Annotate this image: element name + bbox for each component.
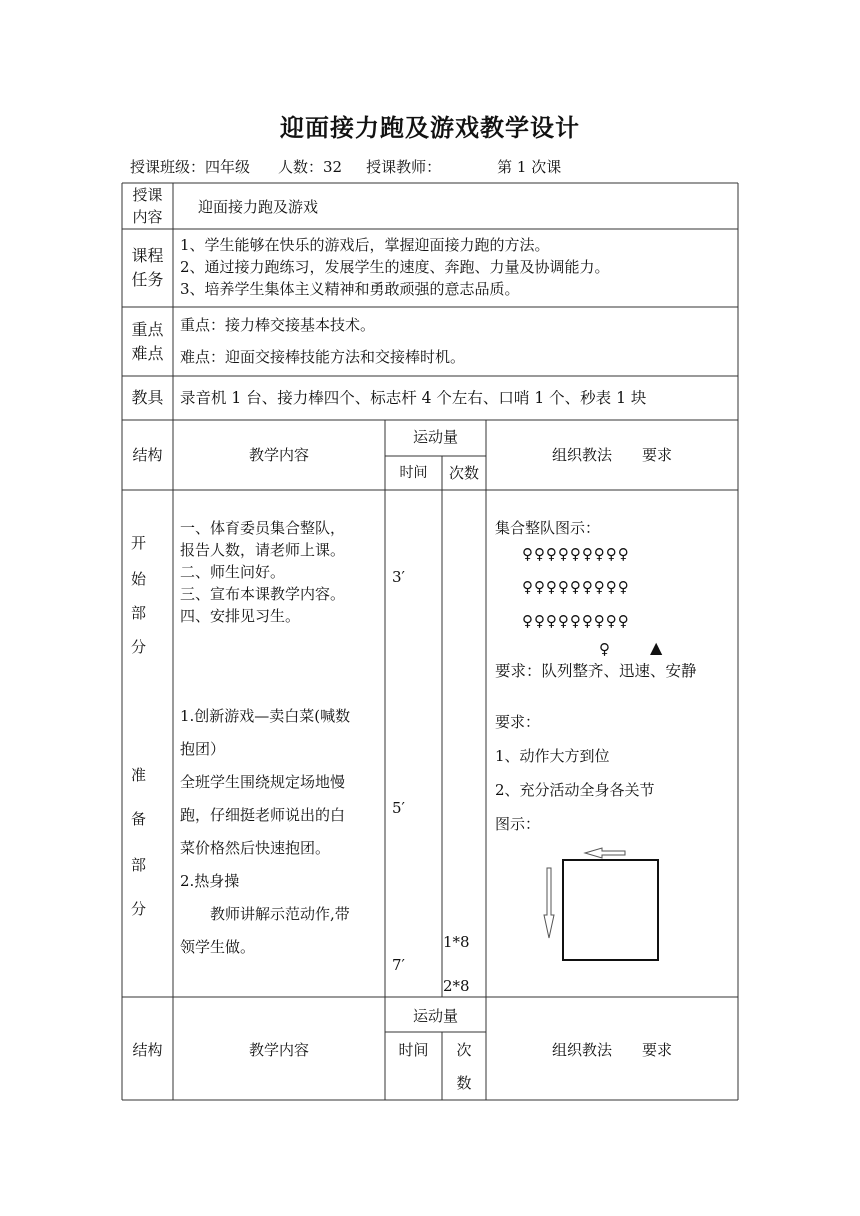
prep-line: 1.创新游戏—卖白菜(喊数	[180, 707, 351, 725]
start-section-content	[180, 517, 345, 627]
prep-req-title: 要求：	[495, 713, 541, 731]
list-item: 二、师生问好。	[180, 563, 286, 581]
equipment-value: 录音机 1 台、接力棒四个、标志杆 4 个左右、口哨 1 个、秒表 1 块	[180, 389, 647, 407]
list-item: 报告人数，请老师上课。	[180, 541, 346, 559]
equipment-row-label: 教具	[131, 388, 164, 407]
teacher-label: 授课教师：	[366, 158, 442, 176]
start-section-char: 开	[131, 534, 147, 552]
prep-section-char: 准	[131, 766, 147, 784]
content-row-label: 授课 内容	[132, 186, 163, 226]
method-header-repeat: 组织教法 要求	[551, 1041, 672, 1059]
structure-header-repeat: 结构	[132, 1041, 163, 1059]
prep-line: 抱团）	[180, 740, 226, 758]
prep-req-2: 2、充分活动全身各关节	[495, 781, 655, 799]
content-header: 教学内容	[248, 446, 309, 464]
run-route-diagram	[540, 840, 670, 970]
prep-diagram-label: 图示：	[495, 815, 541, 833]
task-row-label: 课程 任务	[131, 246, 164, 289]
lesson-number: 第 1 次课	[497, 158, 562, 176]
load-header: 运动量	[412, 428, 458, 446]
prep-line: 2.热身操	[180, 872, 240, 890]
prep-time-1: 5′	[392, 799, 405, 817]
field-square	[563, 860, 658, 960]
prep-line: 教师讲解示范动作,带	[180, 905, 350, 923]
focus-row-label: 重点 难点	[131, 320, 164, 363]
prep-section-char: 备	[131, 810, 147, 828]
start-section-char: 部	[131, 604, 147, 622]
formation-row: ♀♀♀♀♀♀♀♀♀	[522, 578, 630, 596]
task-list	[180, 234, 610, 300]
key-point: 重点：接力棒交接基本技术。	[180, 316, 376, 334]
prep-count-1: 1*8	[443, 933, 470, 951]
start-section-char: 分	[131, 638, 147, 656]
formation-row: ♀♀♀♀♀♀♀♀♀	[522, 545, 630, 563]
task-item: 3、培养学生集体主义精神和勇敢顽强的意志品质。	[180, 280, 520, 298]
page-title: 迎面接力跑及游戏教学设计	[280, 114, 580, 142]
task-item: 2、通过接力跑练习，发展学生的速度、奔跑、力量及协调能力。	[180, 258, 610, 276]
list-item: 一、体育委员集合整队，	[180, 519, 346, 537]
triangle-marker: ▲	[650, 638, 663, 657]
load-header-repeat: 运动量	[412, 1007, 458, 1025]
student-count: 人数：32	[278, 158, 343, 176]
count-header: 次数	[448, 464, 479, 482]
prep-count-2: 2*8	[443, 977, 470, 995]
start-requirement: 要求：队列整齐、迅速、安静	[495, 662, 697, 680]
prep-line: 菜价格然后快速抱团。	[180, 839, 331, 857]
task-item: 1、学生能够在快乐的游戏后，掌握迎面接力跑的方法。	[180, 236, 550, 254]
prep-section-content	[180, 700, 350, 964]
prep-section-char: 分	[131, 900, 147, 918]
prep-req-1: 1、动作大方到位	[495, 747, 610, 765]
lesson-info-line	[130, 156, 561, 177]
formation-title: 集合整队图示：	[495, 519, 601, 537]
down-arrow-icon	[544, 868, 554, 938]
prep-line: 领学生做。	[180, 938, 256, 956]
content-header-repeat: 教学内容	[248, 1041, 309, 1059]
time-header-repeat: 时间	[398, 1041, 429, 1059]
list-item: 四、安排见习生。	[180, 607, 301, 625]
start-section-char: 始	[131, 570, 147, 588]
difficulty-point: 难点：迎面交接棒技能方法和交接棒时机。	[180, 348, 466, 366]
class-label: 授课班级：四年级	[130, 158, 251, 176]
content-value: 迎面接力跑及游戏	[198, 198, 319, 216]
count-header-repeat-b: 数	[456, 1074, 472, 1092]
teacher-mark: ♀	[599, 640, 610, 658]
start-time: 3′	[392, 568, 405, 586]
prep-time-2: 7′	[392, 956, 405, 974]
prep-section-char: 部	[131, 856, 147, 874]
left-arrow-icon	[585, 848, 625, 858]
list-item: 三、宣布本课教学内容。	[180, 585, 346, 603]
formation-row: ♀♀♀♀♀♀♀♀♀	[522, 612, 630, 630]
structure-header: 结构	[132, 446, 163, 464]
method-header: 组织教法 要求	[551, 446, 672, 464]
prep-line: 全班学生围绕规定场地慢	[180, 773, 346, 791]
count-header-repeat-a: 次	[456, 1041, 472, 1059]
prep-line: 跑，仔细挺老师说出的白	[180, 806, 346, 824]
time-header: 时间	[399, 465, 428, 481]
